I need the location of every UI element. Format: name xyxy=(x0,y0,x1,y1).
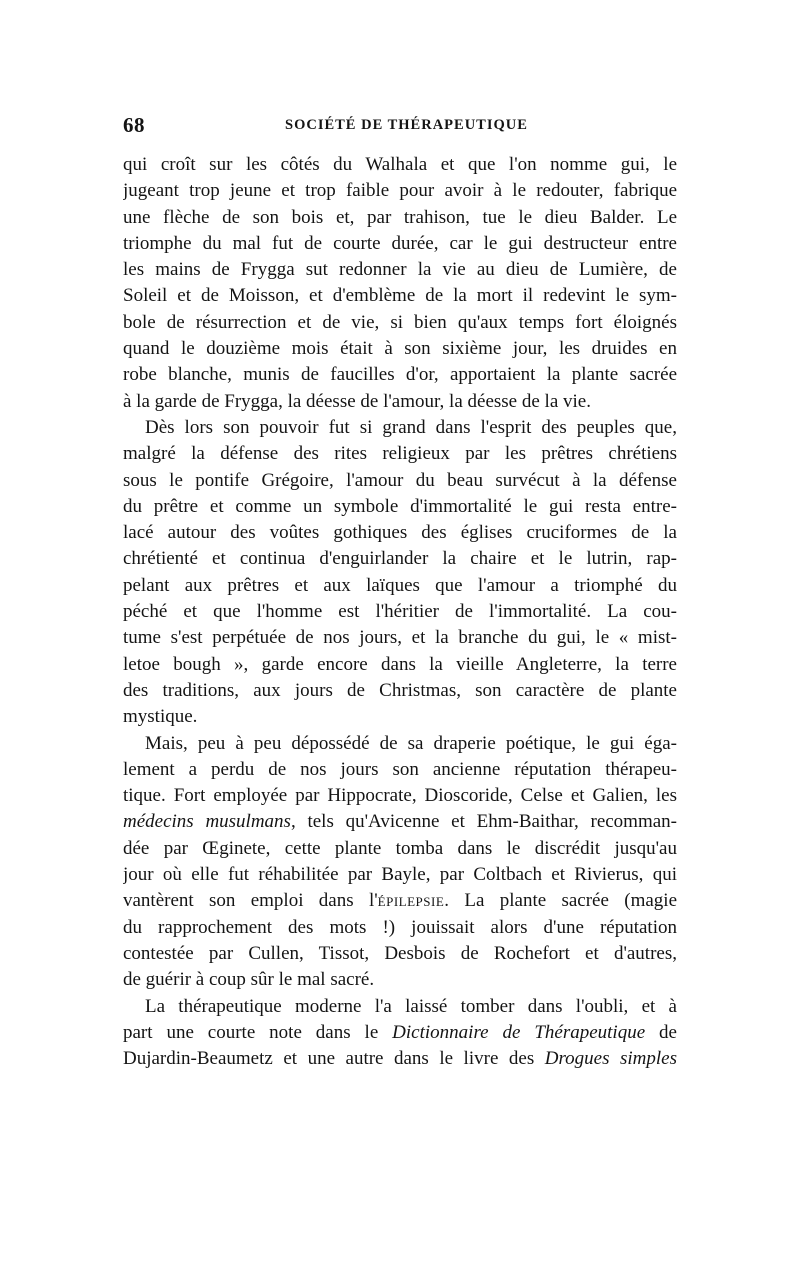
text-line: robe blanche, munis de faucilles d'or, apportaient la plante sacrée xyxy=(123,364,677,386)
body-text xyxy=(123,152,677,1072)
text-line: Dès lors son pouvoir fut si grand dans l'esprit des peuples que, xyxy=(145,416,677,438)
text-line: péché et que l'homme est l'héritier de l'immortalité. La cou- xyxy=(123,601,677,623)
text-line: Soleil et de Moisson, et d'emblème de la mort il redevint le sym- xyxy=(123,285,677,307)
text-line: mystique. xyxy=(123,706,198,728)
italic-phrase: médecins musulmans xyxy=(123,811,291,833)
text-line: les mains de Frygga sut redonner la vie au dieu de Lumière, de xyxy=(123,259,677,281)
text-line: letoe bough », garde encore dans la vieille Angleterre, la terre xyxy=(123,653,677,675)
text-line: de guérir à coup sûr le mal sacré. xyxy=(123,969,375,991)
text-segment: vantèrent son emploi dans l' xyxy=(123,890,378,912)
italic-title: Dictionnaire de Thérapeutique xyxy=(392,1021,646,1043)
text-line: tume s'est perpétuée de nos jours, et la branche du gui, le « mist- xyxy=(123,627,677,649)
text-line: malgré la défense des rites religieux par les prêtres chrétiens xyxy=(123,443,677,465)
text-segment: , tels qu'Avicenne et Ehm-Baithar, recomman- xyxy=(290,811,677,833)
text-line: sous le pontife Grégoire, l'amour du beau survécut à la défense xyxy=(123,469,677,491)
text-line: lacé autour des voûtes gothiques des églises cruciformes de la xyxy=(123,522,677,544)
text-segment: . La plante sacrée (magie xyxy=(444,890,677,912)
text-line: Mais, peu à peu dépossédé de sa draperie poétique, le gui éga- xyxy=(145,732,677,754)
text-line: à la garde de Frygga, la déesse de l'amour, la déesse de la vie. xyxy=(123,390,591,412)
text-segment: Dujardin-Beaumetz et une autre dans le livre des xyxy=(123,1048,545,1070)
text-line: du rapprochement des mots !) jouissait alors d'une réputation xyxy=(123,916,677,938)
text-segment: part une courte note dans le xyxy=(123,1021,393,1043)
text-line: quand le douzième mois était à son sixième jour, les druides en xyxy=(123,338,677,360)
text-line: des traditions, aux jours de Christmas, son caractère de plante xyxy=(123,679,677,701)
text-line xyxy=(123,1020,677,1046)
running-title: SOCIÉTÉ DE THÉRAPEUTIQUE xyxy=(285,117,528,133)
text-line: chrétienté et continua d'enguirlander la chaire et le lutrin, rap- xyxy=(123,548,677,570)
text-segment: de xyxy=(645,1021,677,1043)
text-line xyxy=(123,809,677,835)
page-header xyxy=(123,113,677,141)
text-line xyxy=(123,888,677,914)
text-line: jour où elle fut réhabilitée par Bayle, par Coltbach et Rivierus, qui xyxy=(123,864,677,886)
text-line: jugeant trop jeune et trop faible pour avoir à le redouter, fabrique xyxy=(123,180,677,202)
text-line: du prêtre et comme un symbole d'immortalité le gui resta entre- xyxy=(123,495,677,517)
text-line: La thérapeutique moderne l'a laissé tomber dans l'oubli, et à xyxy=(145,995,677,1017)
text-line: tique. Fort employée par Hippocrate, Dioscoride, Celse et Galien, les xyxy=(123,785,677,807)
text-line: pelant aux prêtres et aux laïques que l'amour a triomphé du xyxy=(123,574,677,596)
text-line: une flèche de son bois et, par trahison, tue le dieu Balder. Le xyxy=(123,206,677,228)
text-line: lement a perdu de nos jours son ancienne réputation thérapeu- xyxy=(123,758,677,780)
text-line xyxy=(123,1046,677,1072)
text-line: contestée par Cullen, Tissot, Desbois de Rochefort et d'autres, xyxy=(123,942,677,964)
page-number: 68 xyxy=(123,113,145,137)
small-caps-term: épilepsie xyxy=(377,890,445,912)
text-line: dée par Œginete, cette plante tomba dans le discrédit jusqu'au xyxy=(123,837,677,859)
text-line: triomphe du mal fut de courte durée, car le gui destructeur entre xyxy=(123,232,677,254)
italic-title: Drogues simples xyxy=(544,1048,677,1070)
text-line: bole de résurrection et de vie, si bien qu'aux temps fort éloignés xyxy=(123,311,677,333)
text-line: qui croît sur les côtés du Walhala et que l'on nomme gui, le xyxy=(123,154,677,175)
